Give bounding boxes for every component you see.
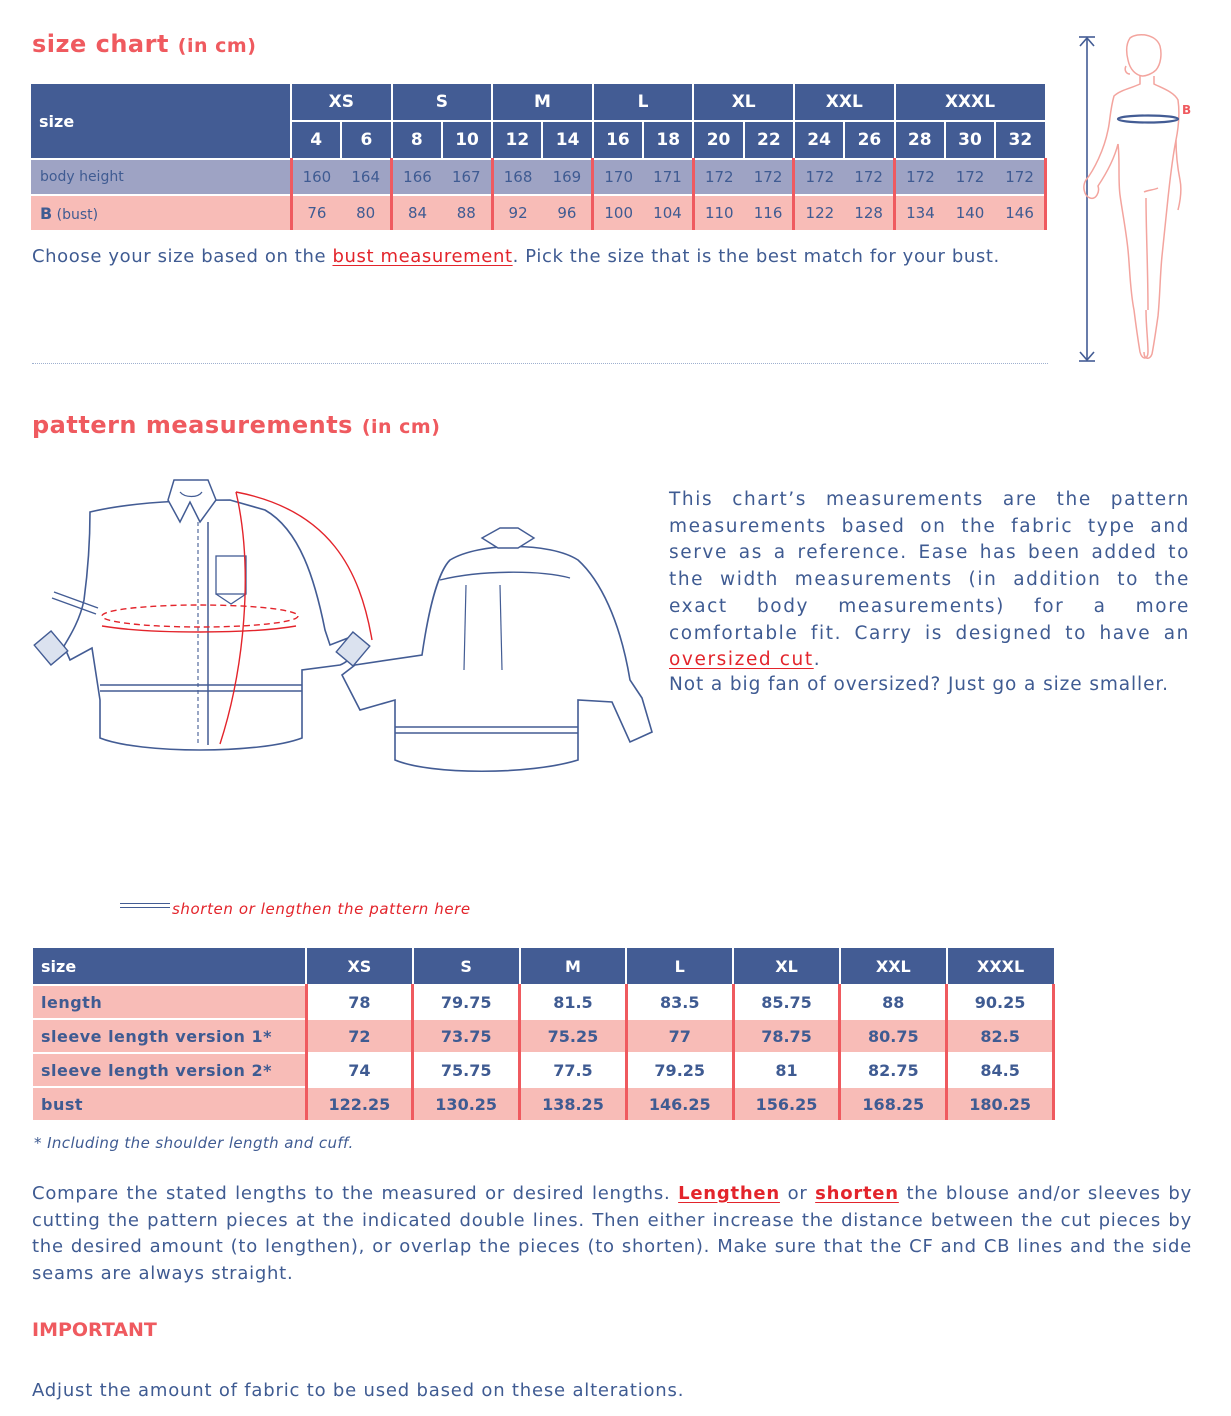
alteration-text-end: the blouse and/or sleeves by cutting the pattern pieces at the indicated double lines. Then either increase the distance between the cut pieces by the desired amount (to lengthen), or overlap the pieces (to shorten). Make sure that the CF and CB lines and the side seams are always straight. [32,1183,1193,1285]
size-header: XS [306,948,413,985]
table-cell: 72 [306,1019,413,1053]
shirt-front-icon [34,480,370,750]
size-header: XXL [840,948,947,985]
shirt-technical-drawing-icon [30,470,670,900]
table-cell: 134 [895,195,945,230]
size-group-header: XL [693,83,794,121]
table-cell: 138.25 [520,1087,627,1120]
table-cell: 79.75 [413,985,520,1019]
size-advice [32,244,1000,271]
row-label: sleeve length version 2* [33,1053,306,1087]
size-number-header: 12 [492,121,542,159]
size-chart-title [32,30,256,58]
table-cell: 83.5 [626,985,733,1019]
pattern-title-text: pattern measurements [32,411,353,439]
table-cell: 81.5 [520,985,627,1019]
table-cell: 156.25 [733,1087,840,1120]
size-number-header: 28 [895,121,945,159]
oversized-cut-link[interactable]: oversized cut [669,649,814,671]
table-cell: 74 [306,1053,413,1087]
size-number-header: 18 [643,121,693,159]
size-number-header: 26 [844,121,894,159]
pattern-measurements-table [33,948,1055,1120]
shorten-link[interactable]: shorten [815,1183,899,1204]
table-cell: 90.25 [947,985,1054,1019]
table-cell: 80 [341,195,391,230]
size-advice-text: Choose your size based on the [32,246,333,267]
body-measurement-figure [1068,30,1228,370]
table-cell: 85.75 [733,985,840,1019]
row-label-text: (bust) [56,206,99,223]
row-label [31,159,291,195]
row-label: length [33,985,306,1019]
table-cell: 80.75 [840,1019,947,1053]
table-cell: 122.25 [306,1087,413,1120]
table-cell: 75.75 [413,1053,520,1087]
table-cell: 168 [492,159,542,195]
shorten-lengthen-legend: shorten or lengthen the pattern here [172,900,471,918]
table-cell: 128 [844,195,894,230]
table-row [33,985,1054,1019]
table-cell: 172 [995,159,1045,195]
table-cell: 73.75 [413,1019,520,1053]
table-cell: 172 [945,159,995,195]
size-header: XXXL [947,948,1054,985]
row-label-prefix: B [40,203,53,223]
pattern-unit: (in cm) [361,416,441,438]
size-number-header: 14 [542,121,592,159]
table-cell: 168.25 [840,1087,947,1120]
size-chart-table [31,82,1047,230]
size-number-header: 20 [693,121,743,159]
table-cell: 104 [643,195,693,230]
table-cell: 146.25 [626,1087,733,1120]
table-cell: 169 [542,159,592,195]
table-cell: 96 [542,195,592,230]
size-number-header: 10 [442,121,492,159]
row-label: bust [33,1087,306,1120]
table-cell: 88 [840,985,947,1019]
row-label [31,195,291,230]
table-cell: 82.5 [947,1019,1054,1053]
double-line-legend-icon [120,903,170,908]
table-cell: 84.5 [947,1053,1054,1087]
table-row [33,1053,1054,1087]
size-number-header: 22 [744,121,794,159]
sleeve-footnote: * Including the shoulder length and cuff. [34,1134,354,1152]
table-row [33,1087,1054,1120]
row-label: sleeve length version 1* [33,1019,306,1053]
table-cell: 92 [492,195,542,230]
size-number-header: 8 [392,121,442,159]
table-cell: 172 [693,159,743,195]
shirt-illustration [30,470,670,900]
size-number-header: 16 [593,121,643,159]
table-cell: 172 [794,159,844,195]
table-cell: 180.25 [947,1087,1054,1120]
table-cell: 78 [306,985,413,1019]
table-row [33,1019,1054,1053]
table-cell: 167 [442,159,492,195]
size-number-header: 30 [945,121,995,159]
pattern-header-row [33,948,1054,985]
table-cell: 79.25 [626,1053,733,1087]
table-cell: 160 [291,159,341,195]
table-cell: 81 [733,1053,840,1087]
pattern-corner-label: size [33,948,306,985]
size-corner-label: size [31,83,291,159]
table-cell: 84 [392,195,442,230]
section-divider [32,363,1048,364]
table-cell: 116 [744,195,794,230]
pattern-description-text: This chart’s measurements are the pattern measurements based on the fabric type and serve as a reference. Ease has been added to the width measurements (in addition to the exact body measurements) for a more comfortable fit. Carry is designed to have an [669,489,1190,644]
alteration-text-or: or [779,1183,816,1204]
body-height-row [31,159,1046,195]
important-heading: IMPORTANT [32,1319,157,1341]
size-number-header: 4 [291,121,341,159]
body-figure-icon [1068,30,1228,370]
table-cell: 170 [593,159,643,195]
table-cell: 164 [341,159,391,195]
table-cell: 171 [643,159,693,195]
size-group-header: S [392,83,493,121]
size-number-header: 32 [995,121,1045,159]
table-cell: 130.25 [413,1087,520,1120]
size-chart-unit: (in cm) [177,35,257,57]
size-group-row [31,83,1046,121]
woman-silhouette-icon [1084,35,1181,359]
table-cell: 88 [442,195,492,230]
table-cell: 110 [693,195,743,230]
table-cell: 77.5 [520,1053,627,1087]
size-advice-text-end: . Pick the size that is the best match for your bust. [512,246,1000,267]
table-cell: 166 [392,159,442,195]
size-header: L [626,948,733,985]
table-cell: 122 [794,195,844,230]
bust-line-icon [1118,116,1178,123]
table-cell: 100 [593,195,643,230]
row-label-text: body height [40,169,124,185]
shirt-back-icon [342,528,652,771]
table-cell: 77 [626,1019,733,1053]
size-group-header: M [492,83,593,121]
table-cell: 76 [291,195,341,230]
table-cell: 146 [995,195,1045,230]
bust-measurement-link[interactable]: bust measurement [332,246,513,267]
pattern-description [669,487,1190,674]
table-cell: 172 [844,159,894,195]
size-chart-title-text: size chart [32,30,169,58]
size-number-header: 6 [341,121,391,159]
important-text: Adjust the amount of fabric to be used based on these alterations. [32,1380,685,1401]
table-cell: 75.25 [520,1019,627,1053]
size-number-header: 24 [794,121,844,159]
size-header: M [520,948,627,985]
bust-row [31,195,1046,230]
table-cell: 172 [895,159,945,195]
table-cell: 78.75 [733,1019,840,1053]
bust-marker-label: B [1182,103,1192,117]
size-header: XL [733,948,840,985]
size-group-header: XXXL [895,83,1046,121]
size-down-tip: Not a big fan of oversized? Just go a size smaller. [669,674,1169,695]
pattern-description-end: . [813,649,822,671]
alteration-text: Compare the stated lengths to the measured or desired lengths. [32,1183,679,1204]
pattern-title [32,411,440,439]
alteration-instructions [32,1181,1192,1288]
size-group-header: L [593,83,694,121]
size-group-header: XXL [794,83,895,121]
lengthen-link[interactable]: Lengthen [678,1183,780,1204]
table-cell: 140 [945,195,995,230]
size-group-header: XS [291,83,392,121]
table-cell: 82.75 [840,1053,947,1087]
table-cell: 172 [744,159,794,195]
size-header: S [413,948,520,985]
